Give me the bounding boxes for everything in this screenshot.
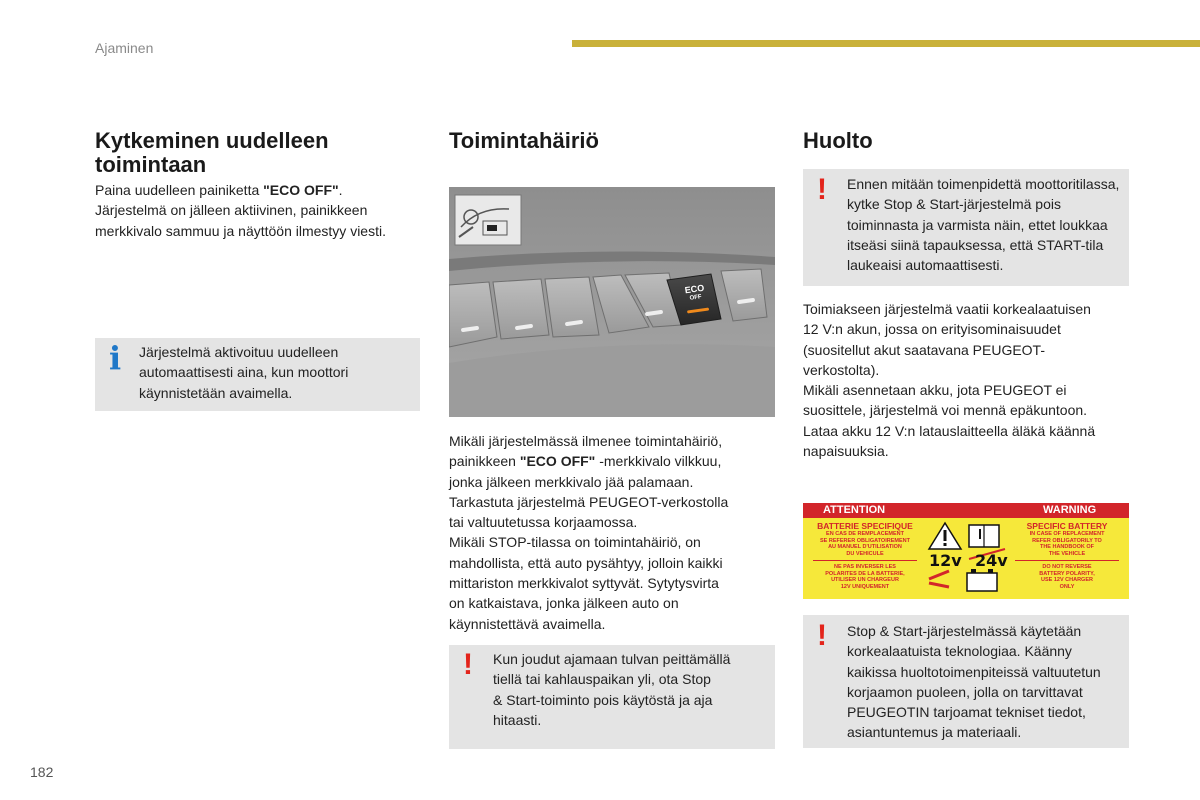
col2-line: Mikäli järjestelmässä ilmenee toimintahäiriö,	[449, 433, 723, 449]
col1-line: Järjestelmä on jälleen aktiivinen, painikkeen	[95, 202, 368, 219]
warning-icon: !	[817, 173, 827, 206]
label-line: UTILISER UN CHARGEUR	[831, 577, 899, 583]
col2-line: mahdollista, että auto pysähtyy, jolloin kaikki	[449, 554, 723, 571]
col3-line: Toimiakseen järjestelmä vaatii korkealaatuisen	[803, 301, 1091, 317]
info-icon: i	[109, 339, 122, 377]
col3-line: 12 V:n akun, jossa on erityisominaisuudet	[803, 321, 1061, 338]
note-line: kytke Stop & Start-järjestelmä pois	[847, 196, 1061, 213]
label-fr-block	[807, 522, 923, 590]
note-line: käynnistetään avaimella.	[139, 384, 293, 401]
note-line: itseäsi siinä tapauksessa, että START-tila	[847, 236, 1104, 253]
label-line: NE PAS INVERSER LES	[834, 564, 896, 570]
label-line: REFER OBLIGATORILY TO	[1032, 537, 1102, 544]
col1-text: Paina uudelleen painiketta	[95, 182, 264, 198]
col2-body	[449, 431, 779, 634]
eco-off-bold: "ECO OFF"	[519, 453, 596, 470]
col1-title-line1: Kytkeminen uudelleen	[95, 128, 329, 153]
engine-warning-note	[803, 169, 1129, 286]
warning-icon: !	[817, 619, 827, 652]
eco-label: ECO	[684, 282, 705, 296]
note-line: hitaasti.	[493, 711, 542, 728]
label-attention: ATTENTION	[823, 504, 886, 516]
label-line: THE HANDBOOK OF	[1039, 544, 1095, 550]
eco-off-button	[682, 282, 708, 303]
col2-line: Tarkastuta järjestelmä PEUGEOT-verkostolla	[449, 493, 729, 510]
col3-title: Huolto	[803, 128, 873, 153]
technology-warning-note	[803, 615, 1129, 748]
label-line: SE REFERER OBLIGATOIREMENT	[820, 537, 910, 544]
note-line: laukeaisi automaattisesti.	[847, 257, 1004, 274]
col1-heading	[95, 129, 425, 177]
label-12v: 12v	[929, 551, 962, 570]
col2-line: Mikäli STOP-tilassa on toimintahäiriö, on	[449, 534, 701, 551]
col2-line: mittariston merkkivalot syttyvät. Sytytysvirta	[449, 575, 719, 592]
note-line: kaikissa huoltotoimenpiteissä valtuutetun	[847, 663, 1101, 680]
label-line: AU MANUEL D'UTILISATION	[828, 544, 902, 550]
label-line: USE 12V CHARGER	[1041, 577, 1093, 583]
col1-title-line2: toimintaan	[95, 152, 207, 177]
label-24v: 24v	[975, 551, 1008, 570]
note-line: tiellä tai kahlauspaikan yli, ota Stop	[493, 671, 711, 688]
label-line: 12V UNIQUEMENT	[840, 583, 890, 590]
note-line: toiminnasta ja varmista näin, ettet loukkaa	[847, 216, 1108, 233]
col1-text: .	[338, 182, 343, 198]
col1-line: merkkivalo sammuu ja näyttöön ilmestyy viesti.	[95, 222, 386, 239]
col2-text: painikkeen	[449, 453, 520, 470]
col3-body	[803, 299, 1133, 461]
note-line: PEUGEOTIN tarjoamat tekniset tiedot,	[847, 704, 1086, 721]
label-en-title: SPECIFIC BATTERY	[1026, 521, 1108, 531]
battery-icon	[967, 573, 997, 591]
label-fr-title: BATTERIE SPECIFIQUE	[817, 521, 913, 531]
note-line: Ennen mitään toimenpidettä moottoritilassa,	[847, 176, 1120, 192]
col2-line: tai valtuutetussa korjaamossa.	[449, 514, 638, 531]
header-accent-bar	[572, 40, 1200, 47]
label-line: THE VEHICLE	[1048, 550, 1086, 557]
col3-line: Mikäli asennetaan akku, jota PEUGEOT ei	[803, 382, 1067, 399]
label-line: DU VEHICULE	[846, 550, 884, 557]
note-line: Stop & Start-järjestelmässä käytetään	[847, 623, 1082, 639]
label-line: EN CAS DE REMPLACEMENT	[826, 531, 904, 537]
page-number: 182	[30, 764, 54, 780]
col3-line: suosittele, järjestelmä voi mennä epäkuntoon.	[803, 402, 1088, 419]
col3-line: Lataa akku 12 V:n latauslaitteella äläkä käännä	[803, 422, 1096, 439]
info-note-text	[139, 342, 348, 403]
eco-off-button-illustration	[449, 187, 775, 417]
flood-warning-note	[449, 645, 775, 749]
technology-warning-text	[847, 621, 1101, 743]
col2-title: Toimintahäiriö	[449, 128, 599, 153]
label-line: POLARITES DE LA BATTERIE,	[825, 570, 905, 577]
note-line: Järjestelmä aktivoituu uudelleen	[139, 344, 339, 360]
section-title: Ajaminen	[95, 40, 154, 56]
note-line: korjaamon puoleen, jolla on tarvittavat	[847, 683, 1083, 700]
col2-line: on katkaistava, jonka jälkeen auto on	[449, 595, 679, 612]
eco-off-bold: "ECO OFF"	[263, 182, 339, 198]
label-en-block	[1009, 522, 1125, 590]
col3-line: napaisuuksia.	[803, 443, 889, 460]
label-pictograms	[927, 521, 1007, 597]
label-line: ONLY	[1059, 583, 1075, 590]
note-line: korkealaatuista teknologiaa. Käänny	[847, 643, 1072, 660]
flood-warning-text	[493, 649, 730, 730]
battery-warning-label	[803, 503, 1129, 599]
col3-line: (suositellut akut saatavana PEUGEOT-	[803, 341, 1045, 358]
col3-line: verkostolta).	[803, 361, 880, 378]
col2-line: jonka jälkeen merkkivalo jää palamaan.	[449, 473, 694, 490]
label-line: DO NOT REVERSE	[1042, 564, 1092, 570]
note-line: automaattisesti aina, kun moottori	[139, 364, 349, 381]
jumper-cable-icon	[929, 571, 949, 587]
col2-line: käynnistettävä avaimella.	[449, 615, 606, 632]
note-line: asiantuntemus ja materiaali.	[847, 724, 1022, 741]
warning-icon: !	[463, 648, 473, 681]
label-line: IN CASE OF REPLACEMENT	[1029, 531, 1105, 537]
note-line: Kun joudut ajamaan tulvan peittämällä	[493, 651, 731, 667]
col2-text: -merkkivalo vilkkuu,	[595, 453, 722, 470]
col1-body	[95, 180, 425, 241]
label-line: BATTERY POLARITY,	[1039, 570, 1095, 577]
off-label: OFF	[689, 294, 703, 302]
engine-warning-text	[847, 174, 1119, 275]
info-note	[95, 338, 420, 411]
note-line: & Start-toiminto pois käytöstä ja aja	[493, 691, 713, 708]
label-warning: WARNING	[1043, 504, 1097, 516]
